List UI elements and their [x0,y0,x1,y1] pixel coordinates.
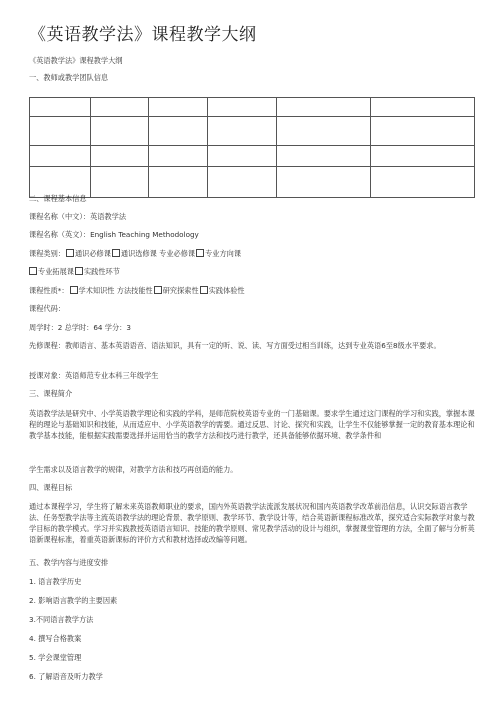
table-cell [149,167,208,198]
table-cell [371,167,475,198]
course-nature-option: 实践体验性 [208,286,245,295]
table-cell [371,117,475,146]
course-nature [29,285,245,296]
list-item: 4. 撰写合格教案 [29,634,82,643]
section-heading-intro: 三、课程简介 [29,389,73,398]
table-row [30,117,475,146]
course-nature-option: 研究探索性 [162,286,199,295]
table-cell [149,98,208,117]
document-subtitle: 《英语教学法》课程教学大纲 [29,56,123,65]
table-cell [371,98,475,117]
course-category-option: 通识选修课 专业必修课 [120,249,196,258]
section-heading-basic-info: 二、课程基本信息 [29,194,87,203]
table-cell [208,98,277,117]
table-cell [371,146,475,167]
course-category-line2 [29,266,120,277]
document-title: 《英语教学法》课程教学大纲 [29,25,257,45]
intro-paragraph-continued: 学生需求以及语言教学的规律，对教学方法和技巧再创造的能力。 [29,465,238,474]
table-cell [91,146,149,167]
course-category-option: 专业拓展课 [38,267,74,276]
hours-credits: 周学时：2 总学时：64 学分：3 [29,323,131,332]
list-item: 6. 了解语音及听力教学 [29,672,103,681]
table-row [30,167,475,198]
list-item: 1. 语言教学历史 [29,577,82,586]
intro-paragraph: 英语教学法是研究中、小学英语教学理论和实践的学科，是师范院校英语专业的一门基础课。要求学生通过这门课程的学习和实践，掌握本课程的理论与基础知识和技能，从而适应中、小学英语教学的需要。通过反思、讨论、探究和实践，让学生不仅能够掌握一定的教育基本理论和教学基本技能，能根据实践需要选择并运用恰当的教学方法和技巧进行教学，还具备能够依据环境、教学条件和 [29,409,475,440]
goals-paragraph: 通过本课程学习，学生将了解未来英语教师职业的要求，国内外英语教学法流派发展状况和国内英语教学改革前沿信息，认识交际语言教学法、任务型教学法等主流英语教学法的理论背景、教学原则、教学环节、教学设计等，结合英语新课程标准改革，探究适合实际教学对象与教学目标的教学模式。学习并实践教授英语语言知识、技能的教学原则、常见教学活动的设计与组织，掌握课堂管理的方法，全面了解与分析英语新课程标准，着重英语新课标的评价方式和教材选择或改编等问题。 [29,502,475,544]
table-cell [91,98,149,117]
section-heading-schedule: 五、教学内容与进度安排 [29,558,109,567]
list-item: 2. 影响语言教学的主要因素 [29,596,118,605]
course-category-option: 通识必修课 [74,249,111,258]
table-cell [277,117,371,146]
course-category-option: 实践性环节 [83,267,120,276]
table-cell [149,117,208,146]
table-cell [30,117,91,146]
section-heading-goals: 四、课程目标 [29,483,73,492]
table-cell [30,98,91,117]
section-heading-team: 一、教师或教学团队信息 [29,73,109,82]
table-cell [149,146,208,167]
checkbox-icon [112,249,120,257]
table-cell [208,146,277,167]
table-cell [277,167,371,198]
table-cell [208,167,277,198]
prerequisites: 先修课程：教师语言、基本英语语音、语法知识，具有一定的听、说、读、写方面受过相当训练，达到专业英语6至8级水平要求。 [29,341,441,350]
team-info-table [29,97,475,198]
course-nature-option: 学术知识性 方法技能性 [78,286,153,295]
audience: 授课对象：英语师范专业本科三年级学生 [29,371,159,380]
list-item: 3.不同语言教学方法 [29,615,94,624]
table-cell [208,117,277,146]
list-item: 5. 学会课堂管理 [29,653,82,662]
checkbox-icon [75,267,83,275]
course-code: 课程代码： [29,304,65,313]
course-category-label: 课程类别： [29,249,65,258]
course-nature-label: 课程性质*： [29,286,69,295]
course-name-cn: 课程名称（中文）：英语教学法 [29,212,127,221]
course-category-option: 专业方向课 [205,249,242,258]
checkbox-icon [196,249,204,257]
table-cell [277,146,371,167]
course-category [29,248,241,259]
table-cell [30,146,91,167]
table-row [30,146,475,167]
table-cell [91,167,149,198]
checkbox-icon [29,267,37,275]
checkbox-icon [200,286,208,294]
checkbox-icon [66,249,74,257]
course-name-en: 课程名称（英文）：English Teaching Methodology [29,230,199,239]
checkbox-icon [70,286,78,294]
table-row [30,98,475,117]
table-cell [277,98,371,117]
checkbox-icon [154,286,162,294]
table-cell [91,117,149,146]
